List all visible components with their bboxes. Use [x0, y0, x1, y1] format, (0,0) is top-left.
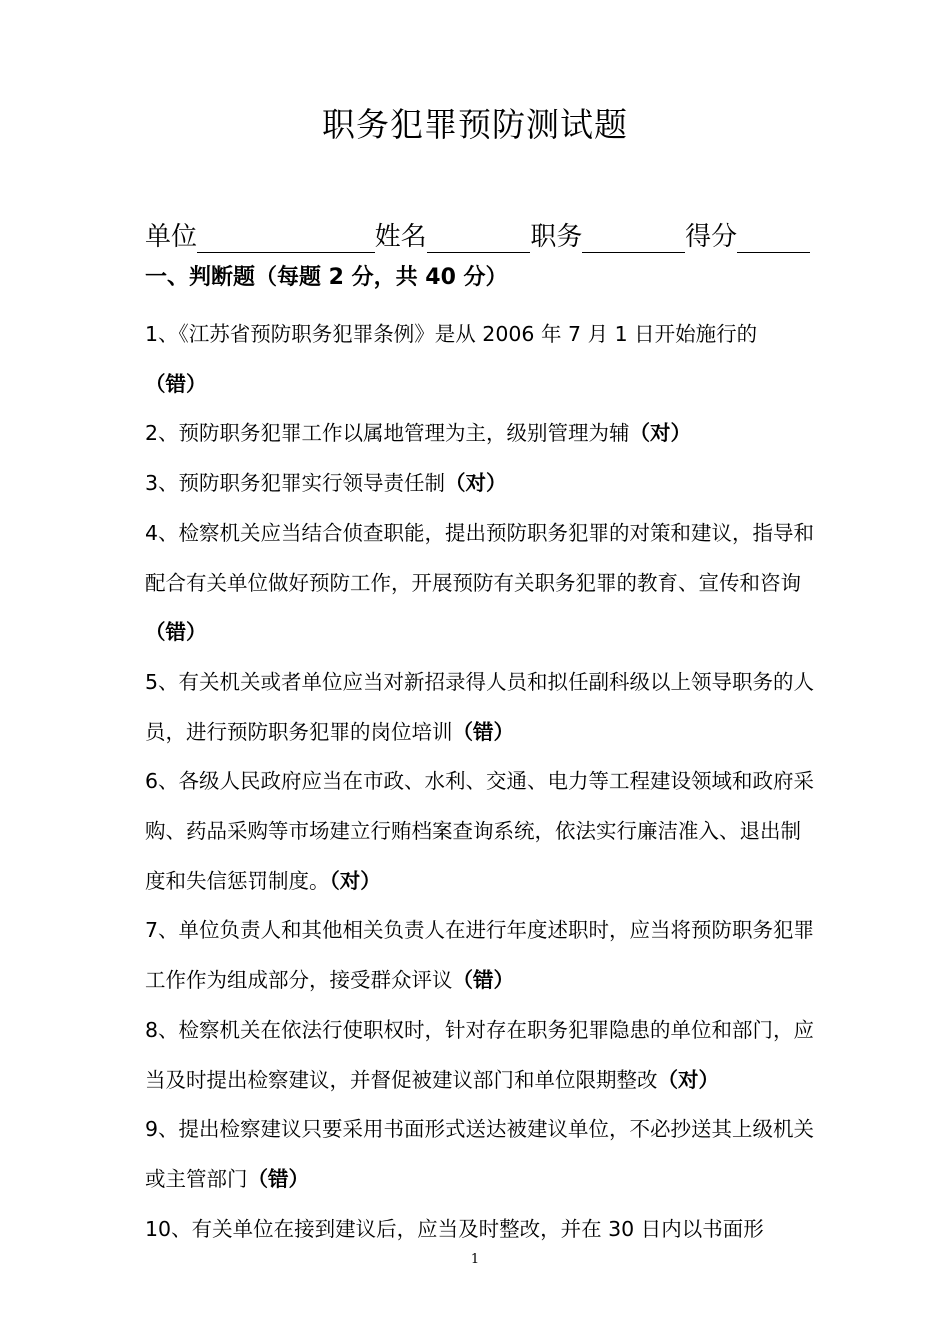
page-number: 1 [470, 1252, 480, 1267]
question-item [145, 1205, 815, 1255]
score-label: 得分 [685, 222, 738, 252]
question-list [145, 310, 815, 1254]
question-answer: （错） [145, 371, 207, 396]
info-fields-row [145, 211, 810, 257]
question-answer: （错） [452, 719, 514, 744]
question-item [145, 658, 815, 757]
page-title: 职务犯罪预防测试题 [322, 105, 628, 144]
question-answer: （对） [329, 868, 381, 893]
unit-blank[interactable] [197, 212, 375, 253]
question-text: 9、提出检察建议只要采用书面形式送达被建议单位，不必抄送其上级机关或主管部门 [145, 1117, 815, 1191]
section-heading: 一、判断题（每题 2 分，共 40 分） [145, 265, 508, 290]
question-answer: （错） [145, 620, 207, 645]
question-item [145, 310, 815, 409]
question-text: 1、《江苏省预防职务犯罪条例》是从 2006 年 7 月 1 日开始施行的 [145, 322, 758, 346]
question-text: 5、有关机关或者单位应当对新招录得人员和拟任副科级以上领导职务的人员，进行预防职务犯罪的岗位培训 [145, 669, 815, 744]
unit-label: 单位 [145, 222, 198, 252]
name-blank[interactable] [427, 212, 531, 253]
position-blank[interactable] [582, 212, 685, 253]
question-item [145, 1105, 815, 1204]
score-blank[interactable] [737, 212, 810, 253]
position-label: 职务 [530, 222, 583, 252]
question-answer: （错） [452, 968, 514, 993]
question-text: 4、检察机关应当结合侦查职能，提出预防职务犯罪的对策和建议，指导和配合有关单位做好预防工作，开展预防有关职务犯罪的教育、宣传和咨询 [145, 520, 815, 595]
question-text: 6、各级人民政府应当在市政、水利、交通、电力等工程建设领域和政府采购、药品采购等市场建立行贿档案查询系统，依法实行廉洁准入、退出制度和失信惩罚制度。 [145, 769, 815, 893]
question-item [145, 906, 815, 1005]
question-text: 8、检察机关在依法行使职权时，针对存在职务犯罪隐患的单位和部门，应当及时提出检察建议，并督促被建议部门和单位限期整改 [145, 1017, 815, 1092]
question-item [145, 459, 815, 509]
question-text: 10、有关单位在接到建议后，应当及时整改，并在 30 日内以书面形 [145, 1216, 764, 1241]
name-label: 姓名 [374, 222, 427, 252]
question-answer: （对） [657, 1067, 719, 1092]
question-item [145, 509, 815, 658]
question-item [145, 1006, 815, 1105]
question-answer: （对） [445, 471, 507, 496]
question-item [145, 409, 815, 459]
question-answer: （对） [629, 421, 692, 446]
question-text: 7、单位负责人和其他相关负责人在进行年度述职时，应当将预防职务犯罪工作作为组成部分，接受群众评议 [145, 918, 815, 993]
question-item [145, 757, 815, 906]
question-text: 3、预防职务犯罪实行领导责任制 [145, 471, 446, 496]
question-answer: （错） [247, 1166, 309, 1191]
question-text: 2、预防职务犯罪工作以属地管理为主，级别管理为辅 [145, 421, 630, 446]
